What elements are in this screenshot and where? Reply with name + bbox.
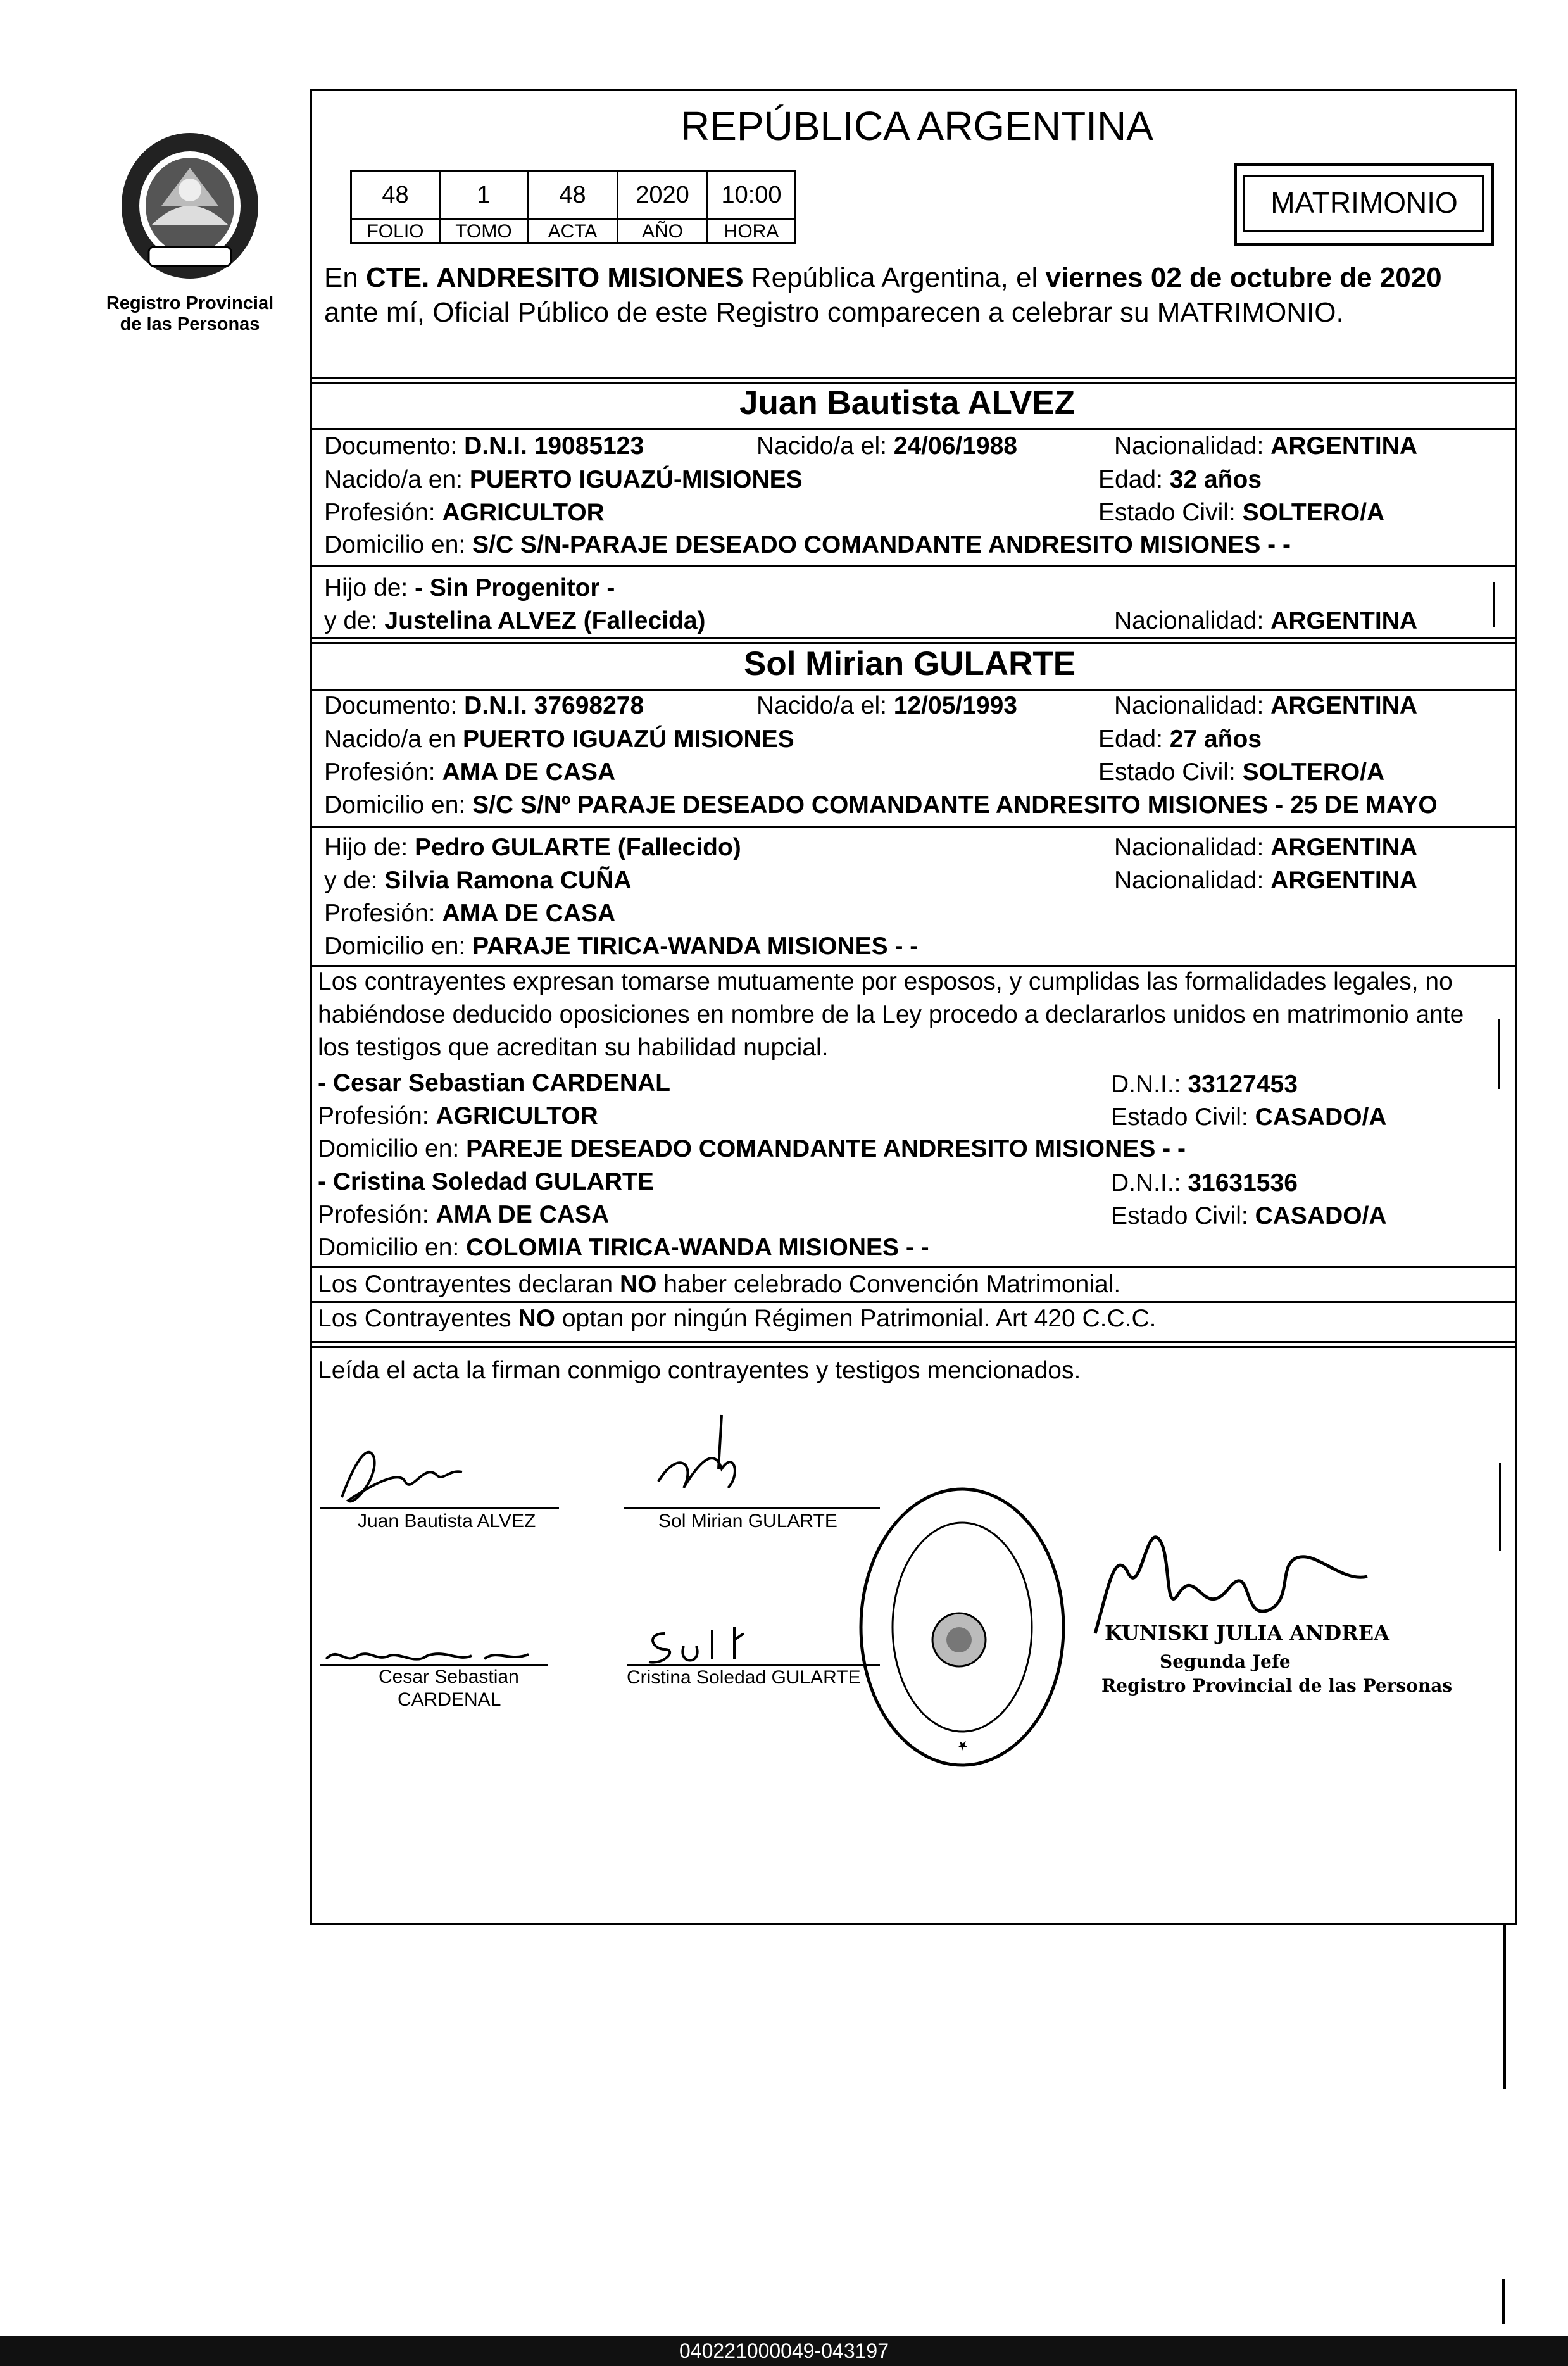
spouse2-name: Sol Mirian GULARTE [744,645,1076,683]
witness2-name: - Cristina Soledad GULARTE [318,1168,654,1195]
spouse2-mother-profession: Profesión: AMA DE CASA [324,900,616,927]
anio-label: AÑO [617,218,708,244]
spouse2-nat: Nacionalidad: ARGENTINA [1114,692,1418,719]
spouse2-civil: Estado Civil: SOLTERO/A [1098,758,1385,786]
witness1-civil: Estado Civil: CASADO/A [1111,1104,1387,1131]
spouse2-doc: Documento: D.N.I. 37698278 [324,692,644,719]
spouse1-name: Juan Bautista ALVEZ [739,384,1076,422]
declaration-line2: habiéndose deducido oposiciones en nombre de la Ley procedo a declararlos unidos en matrimonio ante [318,1001,1464,1028]
declaration-line1: Los contrayentes expresan tomarse mutuamente por esposos, y cumplidas las formalidades legales, no [318,968,1453,995]
anio-value: 2020 [617,170,708,220]
witness2-profession: Profesión: AMA DE CASA [318,1201,610,1228]
hora-label: HORA [706,218,796,244]
intro-line2: ante mí, Oficial Público de este Registro comparecen a celebrar su MATRIMONIO. [324,297,1344,328]
witness2-domicile: Domicilio en: COLOMIA TIRICA-WANDA MISIONES - - [318,1234,929,1261]
signature-cesar-label1: Cesar Sebastian [379,1666,519,1687]
spouse2-father: Hijo de: Pedro GULARTE (Fallecido) [324,834,741,861]
signature-cesar-label2: CARDENAL [398,1689,501,1710]
scan-mark [1503,1925,1506,2089]
spouse1-mother: y de: Justelina ALVEZ (Fallecida) [324,607,706,634]
spouse1-born: Nacido/a el: 24/06/1988 [756,432,1017,460]
scan-mark [1498,1019,1500,1089]
scan-mark [1502,2279,1505,2324]
spouse2-birthplace: Nacido/a en PUERTO IGUAZÚ MISIONES [324,726,794,753]
tomo-value: 1 [439,170,529,220]
hora-value: 10:00 [706,170,796,220]
spouse2-age: Edad: 27 años [1098,726,1262,753]
regime-line2: Los Contrayentes NO optan por ningún Régimen Patrimonial. Art 420 C.C.C. [318,1305,1157,1332]
signature-juan-label: Juan Bautista ALVEZ [358,1511,536,1532]
closing-statement: Leída el acta la firman conmigo contrayentes y testigos mencionados. [318,1357,1081,1384]
acta-label: ACTA [527,218,618,244]
folio-value: 48 [350,170,441,220]
official-name: KUNISKI JULIA ANDREA [1105,1621,1389,1645]
barcode-id: 040221000049-043197 [679,2339,889,2362]
signature-cristina-label: Cristina Soledad GULARTE [627,1667,861,1688]
record-type-box [1234,163,1494,246]
spouse2-mother: y de: Silvia Ramona CUÑA [324,867,632,894]
spouse2-born: Nacido/a el: 12/05/1993 [756,692,1017,719]
witness2-civil: Estado Civil: CASADO/A [1111,1202,1387,1230]
witness1-name: - Cesar Sebastian CARDENAL [318,1069,670,1097]
scan-mark [1499,1463,1501,1551]
spouse2-father-nat: Nacionalidad: ARGENTINA [1114,834,1418,861]
record-type-label: MATRIMONIO [1270,186,1458,219]
spouse1-birthplace: Nacido/a en: PUERTO IGUAZÚ-MISIONES [324,466,803,493]
intro-line1: En CTE. ANDRESITO MISIONES República Argentina, el viernes 02 de octubre de 2020 [324,262,1442,293]
scan-mark [1493,582,1495,627]
registry-name-line2: de las Personas [120,314,260,334]
regime-line1: Los Contrayentes declaran NO haber celebrado Convención Matrimonial. [318,1271,1121,1298]
intro-date: viernes 02 de octubre de 2020 [1045,262,1442,293]
registry-name-line1: Registro Provincial [106,293,274,313]
spouse1-domicile: Domicilio en: S/C S/N-PARAJE DESEADO COMANDANTE ANDRESITO MISIONES - - [324,531,1291,558]
acta-value: 48 [527,170,618,220]
official-signature [1089,1488,1418,1640]
footer-bar [0,2336,1568,2366]
spouse1-profession: Profesión: AGRICULTOR [324,499,605,526]
witness1-dni: D.N.I.: 33127453 [1111,1071,1298,1098]
spouse1-father: Hijo de: - Sin Progenitor - [324,574,615,601]
spouse1-doc: Documento: D.N.I. 19085123 [324,432,644,460]
registry-seal-logo [111,130,269,288]
witness1-profession: Profesión: AGRICULTOR [318,1102,598,1130]
spouse2-mother-nat: Nacionalidad: ARGENTINA [1114,867,1418,894]
delegation-stamp [851,1478,1073,1776]
spouse2-domicile: Domicilio en: S/C S/Nº PARAJE DESEADO COMANDANTE ANDRESITO MISIONES - 25 DE MAYO [324,791,1438,819]
witness1-domicile: Domicilio en: PAREJE DESEADO COMANDANTE ANDRESITO MISIONES - - [318,1135,1186,1162]
spouse2-profession: Profesión: AMA DE CASA [324,758,616,786]
country-title: REPÚBLICA ARGENTINA [681,103,1153,149]
spouse2-mother-domicile: Domicilio en: PARAJE TIRICA-WANDA MISIONES - - [324,933,919,960]
declaration-line3: los testigos que acreditan su habilidad nupcial. [318,1034,829,1061]
folio-label: FOLIO [350,218,441,244]
official-office: Registro Provincial de las Personas [1101,1675,1453,1696]
official-title: Segunda Jefe [1160,1651,1291,1672]
witness2-dni: D.N.I.: 31631536 [1111,1169,1298,1197]
tomo-label: TOMO [439,218,529,244]
spouse1-civil: Estado Civil: SOLTERO/A [1098,499,1385,526]
spouse1-nat: Nacionalidad: ARGENTINA [1114,432,1418,460]
intro-place: CTE. ANDRESITO MISIONES [366,262,744,293]
spouse1-age: Edad: 32 años [1098,466,1262,493]
signature-sol-label: Sol Mirian GULARTE [658,1511,837,1532]
spouse1-mother-nat: Nacionalidad: ARGENTINA [1114,607,1418,634]
